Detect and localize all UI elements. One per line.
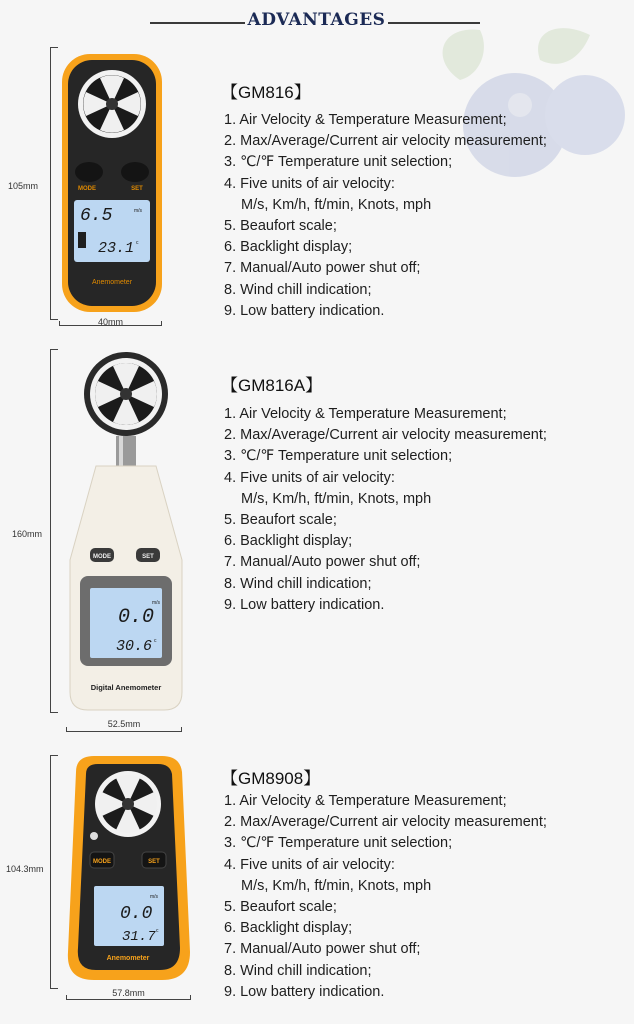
feature-item: 2. Max/Average/Current air velocity measurement; <box>224 427 547 444</box>
feature-item: 8. Wind chill indication; <box>224 575 372 592</box>
gm816a-set-label: SET <box>142 554 154 560</box>
feature-item: 8. Wind chill indication; <box>224 962 372 979</box>
height-dimension-label: 105mm <box>8 181 39 191</box>
feature-list <box>224 791 547 1003</box>
gm816-temp-unit: c <box>136 240 139 246</box>
height-dimension <box>50 755 60 989</box>
gm816a-unit: m/s <box>152 600 161 606</box>
model-title: 【GM816A】 <box>221 376 323 395</box>
feature-item: 4. Five units of air velocity: <box>224 175 395 192</box>
feature-list <box>224 110 547 322</box>
width-dimension <box>66 999 191 1007</box>
feature-item: 6. Backlight display; <box>224 533 353 550</box>
feature-item: 3. ℃/℉ Temperature unit selection; <box>224 154 453 171</box>
gm816a-brand: Digital Anemometer <box>90 683 162 692</box>
width-dimension <box>66 731 182 739</box>
height-dimension-label: 160mm <box>12 529 43 539</box>
gm816-mode-label: MODE <box>78 186 96 192</box>
feature-subitem: M/s, Km/h, ft/min, Knots, mph <box>241 877 432 894</box>
feature-subitem: M/s, Km/h, ft/min, Knots, mph <box>241 490 432 507</box>
gm8908-mode-label: MODE <box>93 859 111 865</box>
feature-item: 7. Manual/Auto power shut off; <box>224 941 421 958</box>
gm816-unit: m/s <box>134 208 143 214</box>
feature-item: 8. Wind chill indication; <box>224 281 372 298</box>
gm8908-device-image <box>64 752 192 984</box>
feature-item: 1. Air Velocity & Temperature Measurement; <box>224 112 507 128</box>
feature-item: 5. Beaufort scale; <box>224 899 337 916</box>
model-title: 【GM8908】 <box>221 769 321 788</box>
feature-subitem: M/s, Km/h, ft/min, Knots, mph <box>241 196 432 213</box>
feature-item: 5. Beaufort scale; <box>224 512 337 529</box>
width-dimension-label: 52.5mm <box>107 719 141 729</box>
feature-item: 7. Manual/Auto power shut off; <box>224 260 421 277</box>
gm8908-brand: Anemometer <box>106 955 150 962</box>
feature-item: 1. Air Velocity & Temperature Measurement; <box>224 793 507 809</box>
width-dimension-label: 40mm <box>97 317 123 327</box>
model-title: 【GM816】 <box>221 83 311 102</box>
gm816a-mode-label: MODE <box>93 554 111 560</box>
feature-item: 7. Manual/Auto power shut off; <box>224 554 421 571</box>
feature-item: 4. Five units of air velocity: <box>224 469 395 486</box>
feature-item: 9. Low battery indication. <box>224 596 385 613</box>
gm8908-temp-unit: c <box>156 928 159 934</box>
feature-item: 6. Backlight display; <box>224 239 353 256</box>
feature-item: 1. Air Velocity & Temperature Measurement; <box>224 406 507 422</box>
gm816-brand: Anemometer <box>91 279 133 286</box>
header-rule-left <box>150 22 245 24</box>
gm816a-temp-readout: 30.6 <box>116 638 153 655</box>
gm8908-unit: m/s <box>150 894 159 900</box>
gm816-set-label: SET <box>131 186 143 192</box>
gm816a-device-image <box>64 350 188 714</box>
gm816-device-image <box>60 52 164 314</box>
gm816a-speed-readout: 0.0 <box>118 606 155 629</box>
feature-item: 2. Max/Average/Current air velocity measurement; <box>224 814 547 831</box>
gm8908-temp-readout: 31.7 <box>122 929 156 945</box>
feature-item: 6. Backlight display; <box>224 920 353 937</box>
height-dimension <box>50 349 60 713</box>
feature-item: 5. Beaufort scale; <box>224 218 337 235</box>
feature-item: 3. ℃/℉ Temperature unit selection; <box>224 448 453 465</box>
gm816-temp-readout: 23.1 <box>98 240 135 257</box>
gm816a-temp-unit: c <box>154 638 157 644</box>
gm8908-set-label: SET <box>148 859 160 865</box>
gm816-speed-readout: 6.5 <box>80 206 113 226</box>
feature-item: 9. Low battery indication. <box>224 983 385 1000</box>
height-dimension-label: 104.3mm <box>6 864 44 874</box>
feature-item: 2. Max/Average/Current air velocity measurement; <box>224 133 547 150</box>
width-dimension-label: 57.8mm <box>112 988 145 998</box>
feature-list <box>224 404 547 616</box>
feature-item: 3. ℃/℉ Temperature unit selection; <box>224 835 453 852</box>
gm8908-speed-readout: 0.0 <box>120 904 153 924</box>
page-title: ADVANTAGES <box>247 10 386 30</box>
feature-item: 9. Low battery indication. <box>224 302 385 319</box>
height-dimension <box>50 47 60 320</box>
feature-item: 4. Five units of air velocity: <box>224 856 395 873</box>
